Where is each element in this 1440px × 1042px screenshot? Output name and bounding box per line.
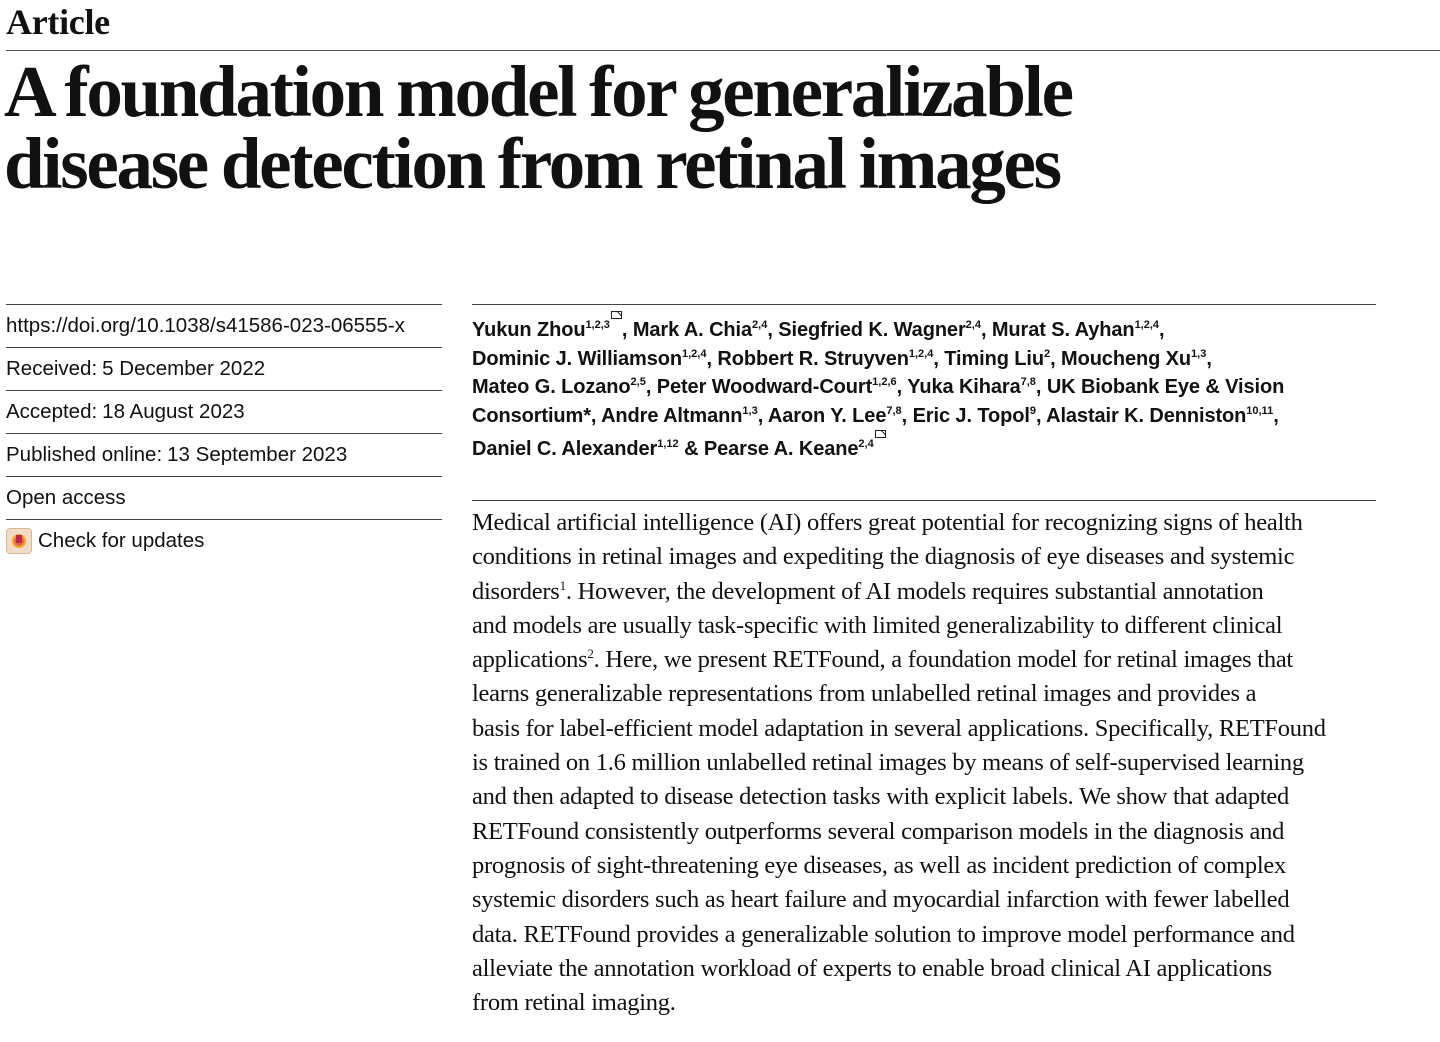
abstract-line: basis for label-efficient model adaptation in several applications. Specifically, RETFound: [472, 714, 1326, 742]
affiliation-marker: 1,2,4: [908, 347, 934, 360]
affiliation-marker: 1,2,4: [1134, 318, 1160, 331]
author-separator: ,: [645, 376, 657, 398]
title-line: A foundation model for generalizable: [4, 51, 1072, 132]
author-separator: ,: [706, 347, 718, 370]
citation-link[interactable]: 2: [587, 646, 594, 662]
abstract-text: . However, the development of AI models requires substantial annotation: [565, 577, 1264, 605]
author-name[interactable]: Yuka Kihara: [907, 376, 1021, 398]
abstract: [472, 506, 1382, 1020]
author-name[interactable]: Peter Woodward-Court: [656, 376, 873, 398]
affiliation-marker: 10,11: [1246, 404, 1274, 417]
affiliation-marker: 1,3: [1191, 347, 1207, 360]
author-name[interactable]: Aaron Y. Lee: [767, 404, 887, 427]
abstract-line: conditions in retinal images and expediting the diagnosis of eye diseases and systemic: [472, 543, 1295, 571]
author-name[interactable]: Timing Liu: [944, 347, 1044, 370]
abstract-text: disorders: [472, 577, 560, 605]
author-separator: ,: [1159, 319, 1165, 341]
accepted-row: [6, 390, 442, 433]
abstract-line: data. RETFound provides a generalizable solution to improve model performance and: [472, 920, 1295, 948]
author-separator: ,: [901, 404, 913, 427]
author-separator: ,: [621, 319, 633, 341]
author-separator: ,: [980, 319, 992, 341]
author-name[interactable]: Alastair K. Denniston: [1046, 404, 1247, 427]
received-date: 5 December 2022: [102, 357, 266, 380]
abstract-line: systemic disorders such as heart failure and myocardial infarction with fewer labelled: [472, 886, 1290, 914]
author-line: [472, 430, 1372, 464]
author-name[interactable]: Daniel C. Alexander: [472, 438, 658, 460]
abstract-line: from retinal imaging.: [472, 989, 676, 1017]
affiliation-marker: 1,2,4: [681, 347, 707, 360]
affiliation-marker: 9: [1029, 404, 1036, 417]
article-metadata: [6, 304, 442, 562]
article-title: [4, 51, 1304, 204]
author-line: [472, 345, 1372, 374]
check-updates-label: Check for updates: [38, 529, 205, 552]
author-name[interactable]: Eric J. Topol: [912, 404, 1030, 427]
affiliation-marker: 7,8: [1020, 375, 1036, 388]
abstract-line: and then adapted to disease detection tasks with explicit labels. We show that adapted: [472, 783, 1290, 811]
author-name[interactable]: Dominic J. Williamson: [472, 347, 682, 370]
author-separator: ,: [767, 319, 779, 341]
abstract-line: is trained on 1.6 million unlabelled retinal images by means of self-supervised learning: [472, 749, 1304, 777]
abstract-line: prognosis of sight-threatening eye diseases, as well as incident prediction of complex: [472, 851, 1287, 879]
abstract-text: . Here, we present RETFound, a foundation model for retinal images that: [593, 646, 1293, 674]
author-separator: &: [678, 438, 704, 460]
envelope-icon[interactable]: [611, 311, 622, 319]
affiliation-marker: 1,2,3: [585, 318, 610, 331]
author-name[interactable]: Andre Altmann: [601, 404, 743, 427]
author-separator: ,: [933, 347, 945, 370]
doi-link[interactable]: https://doi.org/10.1038/s41586-023-06555-x: [6, 314, 405, 337]
affiliation-marker: 2: [1043, 347, 1051, 360]
author-line: [472, 311, 1372, 345]
author-name[interactable]: Murat S. Ayhan: [991, 319, 1135, 341]
author-line: [472, 402, 1372, 431]
author-list: [472, 311, 1372, 464]
author-separator: ,: [590, 404, 602, 427]
author-name[interactable]: Siegfried K. Wagner: [778, 319, 966, 341]
author-name[interactable]: UK Biobank Eye & Vision: [1046, 376, 1285, 398]
author-separator: ,: [1206, 347, 1212, 370]
author-name[interactable]: Mark A. Chia: [632, 319, 753, 341]
envelope-icon[interactable]: [875, 430, 886, 438]
published-date: 13 September 2023: [167, 443, 348, 466]
author-line: [472, 373, 1372, 402]
affiliation-marker: 1,3: [742, 404, 758, 417]
title-line: disease detection from retinal images: [4, 123, 1060, 204]
received-row: [6, 347, 442, 390]
author-name[interactable]: Pearse A. Keane: [703, 438, 859, 460]
author-separator: ,: [757, 404, 768, 427]
affiliation-marker: 7,8: [886, 404, 902, 417]
abstract-line: [472, 575, 1382, 609]
author-separator: ,: [896, 376, 908, 398]
author-name[interactable]: Moucheng Xu: [1061, 347, 1192, 370]
abstract-line: RETFound consistently outperforms several comparison models in the diagnosis and: [472, 817, 1285, 845]
abstract-line: alleviate the annotation workload of experts to enable broad clinical AI applications: [472, 954, 1272, 982]
authors-divider: [472, 304, 1376, 305]
author-name[interactable]: Robbert R. Struyven: [717, 347, 909, 370]
author-separator: ,: [1273, 404, 1279, 427]
published-row: [6, 433, 442, 476]
crossmark-icon: [6, 528, 32, 554]
check-updates-button[interactable]: [6, 519, 442, 562]
author-separator: ,: [1035, 404, 1047, 427]
accepted-label: Accepted:: [6, 400, 98, 423]
open-access-label: Open access: [6, 486, 126, 509]
abstract-text: applications: [472, 646, 588, 674]
author-name[interactable]: Mateo G. Lozano: [472, 376, 631, 398]
abstract-divider: [472, 500, 1376, 501]
open-access-row: [6, 476, 442, 519]
author-separator: ,: [1035, 376, 1047, 398]
received-label: Received:: [6, 357, 98, 380]
affiliation-marker: 2,5: [630, 375, 646, 388]
affiliation-marker: 2,4: [965, 318, 981, 331]
abstract-line: [472, 643, 1382, 677]
affiliation-marker: 1,12: [657, 437, 679, 450]
affiliation-marker: 1,2,6: [872, 375, 897, 388]
author-separator: ,: [1050, 347, 1062, 370]
section-label: Article: [6, 2, 110, 42]
doi-row: [6, 304, 442, 347]
citation-link[interactable]: 1: [559, 577, 566, 593]
author-name[interactable]: Consortium*: [472, 404, 591, 427]
affiliation-marker: 2,4: [752, 318, 768, 331]
published-label: Published online:: [6, 443, 163, 466]
author-name[interactable]: Yukun Zhou: [472, 319, 586, 341]
abstract-line: Medical artificial intelligence (AI) offers great potential for recognizing signs of health: [472, 509, 1303, 536]
abstract-line: learns generalizable representations from unlabelled retinal images and provides a: [472, 680, 1257, 708]
affiliation-marker: 2,4: [858, 437, 874, 450]
abstract-line: and models are usually task-specific with limited generalizability to different clinical: [472, 611, 1283, 639]
accepted-date: 18 August 2023: [102, 400, 245, 423]
